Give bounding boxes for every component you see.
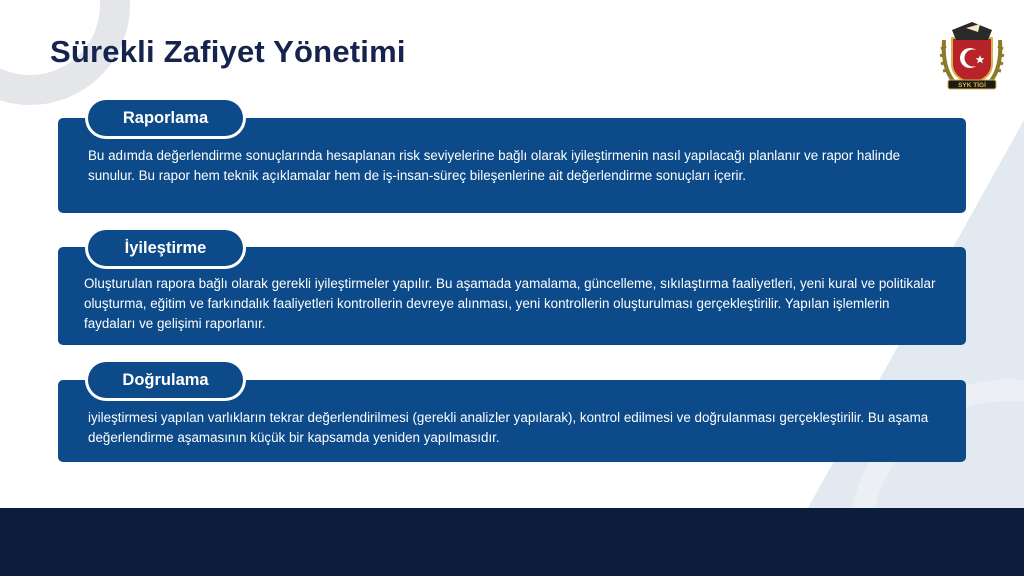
crest-logo-icon bbox=[938, 18, 1006, 94]
page-title: Sürekli Zafiyet Yönetimi bbox=[50, 34, 406, 69]
section-iyilestirme bbox=[58, 230, 966, 346]
section-text: iyileştirmesi yapılan varlıkların tekrar değerlendirilmesi (gerekli analizler yapılarak), kontrol edilmesi ve doğrulanması gerçekleştirilir. Bu aşama değerlendirme aşamasının küçük bir kapsamda yeniden yapılmasıdır. bbox=[88, 410, 929, 445]
section-label: Doğrulama bbox=[122, 370, 209, 389]
section-label-pill bbox=[88, 362, 243, 398]
section-label-pill bbox=[88, 230, 243, 266]
section-raporlama bbox=[58, 100, 966, 214]
logo-text: SYK TİGİ bbox=[958, 82, 986, 89]
section-label: İyileştirme bbox=[124, 238, 207, 257]
section-text: Oluşturulan rapora bağlı olarak gerekli iyileştirmeler yapılır. Bu aşamada yamalama, güncelleme, sıkılaştırma faaliyetleri, yeni kural ve politikalar oluşturma, eğitim ve farkındalık faaliyetleri kontrollerin devreye alınması, yeni kontrollerin oluşturulması gerçekleştirilir. Yapılan işlemlerin faydaları ve gelişimi raporlanır. bbox=[84, 276, 936, 331]
footer-band bbox=[0, 508, 1024, 576]
section-label-pill bbox=[88, 100, 243, 136]
section-label: Raporlama bbox=[122, 108, 209, 127]
section-text: Bu adımda değerlendirme sonuçlarında hesaplanan risk seviyelerine bağlı olarak iyileştirmenin nasıl yapılacağı planlanır ve rapor halinde sunulur. Bu rapor hem teknik açıklamalar hem de iş-insan-süreç bileşenlerine ait değerlendirme sonuçları içerir. bbox=[88, 148, 901, 183]
section-dogrulama bbox=[58, 362, 966, 462]
